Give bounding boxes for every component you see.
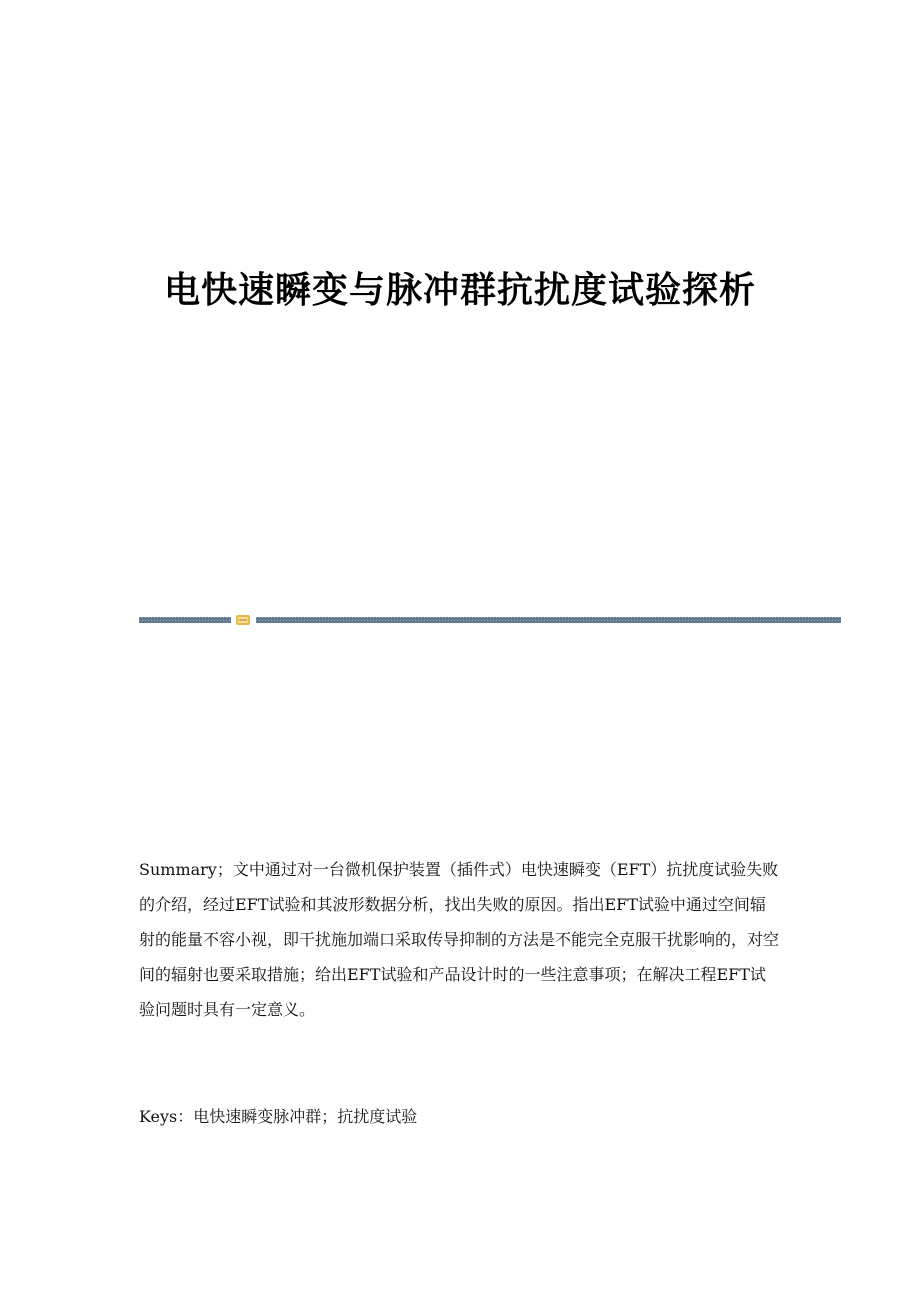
keys-text: 电快速瞬变脉冲群；抗扰度试验 (193, 1107, 418, 1126)
document-title: 电快速瞬变与脉冲群抗扰度试验探析 (163, 269, 756, 311)
divider-ornament-icon (236, 615, 250, 625)
summary-text: 文中通过对一台微机保护装置（插件式）电快速瞬变（EFT）抗扰度试验失败的介绍，经过EFT试验和其波形数据分析，找出失败的原因。指出EFT试验中通过空间辐射的能量不容小视，即干扰施加端口采取传导抑制的方法是不能完全克服干扰影响的，对空间的辐射也要采取措施；给出EFT试验和产品设计时的一些注意事项；在解决工程EFT试验问题时具有一定意义。 (139, 860, 780, 1019)
keys-label: Keys： (139, 1107, 194, 1126)
divider-bar-left (139, 617, 231, 623)
summary-label: Summary； (139, 860, 233, 879)
summary-paragraph (139, 852, 779, 1027)
divider-bar-right (256, 617, 841, 623)
section-divider (139, 614, 841, 626)
keywords-line (139, 1102, 779, 1132)
